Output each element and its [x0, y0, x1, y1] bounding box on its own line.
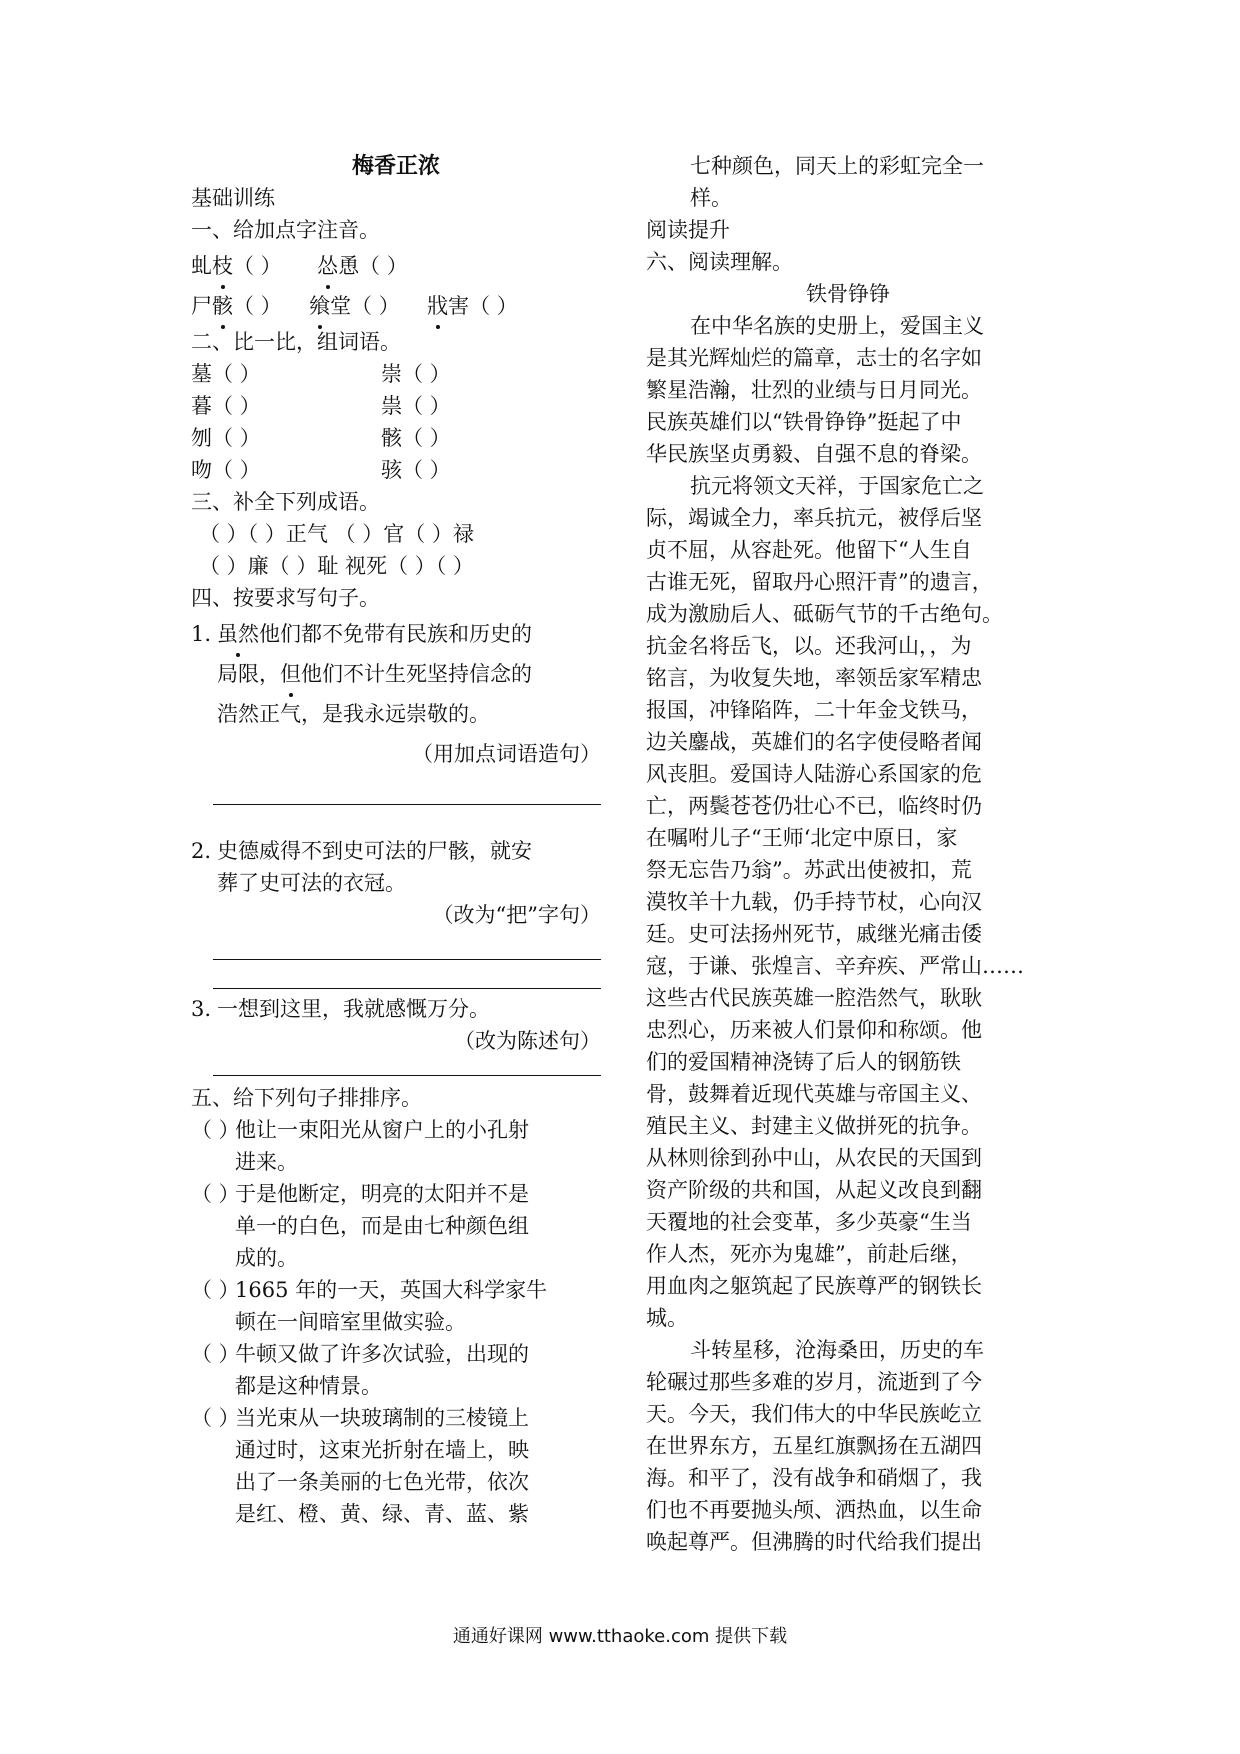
article-line: 骨，鼓舞着近现代英雄与帝国主义、 — [646, 1082, 982, 1106]
q5-item: （ ） 当光束从一块玻璃制的三棱镜上 通过时，这束光折射在墙上，映 出了一条美丽的七色光带，依次 是红、橙、黄、绿、青、蓝、紫 — [191, 1406, 529, 1526]
article-line: 海。和平了，没有战争和硝烟了，我 — [646, 1466, 982, 1490]
section-reading-heading: 阅读提升 — [646, 218, 730, 242]
q4-item-3: 3. 一想到这里，我就感慨万分。 （改为陈述句） — [191, 993, 601, 1057]
article-title: 铁骨铮铮 — [806, 282, 890, 306]
q4-item-2: 2. 史德威得不到史可法的尸骸，就安 葬了史可法的衣冠。 （改为“把”字句） — [191, 835, 601, 931]
article-line: 铭言，为收复失地，率领岳家军精忠 — [646, 666, 982, 690]
article-line: 成为激励后人、砥砺气节的千古绝句。 — [646, 602, 1003, 626]
q1-word-2: 怂恿（ ） — [317, 254, 408, 278]
article-line: 用血肉之躯筑起了民族尊严的钢铁长 — [646, 1274, 982, 1298]
q2-cell: 刎（ ） — [191, 426, 261, 450]
q1-row-2 — [191, 286, 601, 326]
q4-item-3-number: 3. — [191, 997, 212, 1021]
page-title: 梅香正浓 — [351, 153, 440, 179]
q3-heading: 三、补全下列成语。 — [191, 490, 380, 514]
q3-row-2: （ ）廉（ ）耻 视死（ ）（ ） — [199, 554, 474, 578]
article-line: 华民族坚贞勇毅、自强不息的脊梁。 — [646, 442, 982, 466]
q2-cell: 崇（ ） — [381, 362, 451, 386]
q2-cell: 墓（ ） — [191, 362, 261, 386]
q5-item: （ ） 1665 年的一天，英国大科学家牛 顿在一间暗室里做实验。 — [191, 1278, 548, 1334]
article-line: 在嘱咐儿子“王师‘北定中原日，家 — [646, 826, 958, 850]
article-line: 们也不再要抛头颅、洒热血，以生命 — [646, 1498, 982, 1522]
article-line: 唤起尊严。但沸腾的时代给我们提出 — [646, 1530, 982, 1554]
article-line: 天覆地的社会变革，多少英豪“生当 — [646, 1210, 972, 1234]
q3-row-1: （ ）（ ）正气 （ ）官（ ）禄 — [199, 522, 474, 546]
article-line: 城。 — [646, 1306, 688, 1330]
article-line: 这些古代民族英雄一腔浩然气，耿耿 — [646, 986, 982, 1010]
article-line: 斗转星移，沧海桑田，历史的车 — [690, 1338, 984, 1362]
q4-item-1-hint: （用加点词语造句） — [412, 742, 601, 766]
article-line: 古谁无死，留取丹心照汗青”的遗言， — [646, 570, 993, 594]
q5-continued-line: 样。 — [690, 186, 732, 210]
article-line: 天。今天，我们伟大的中华民族屹立 — [646, 1402, 982, 1426]
left-column — [191, 150, 601, 1530]
q4-item-3-hint: （改为陈述句） — [454, 1029, 601, 1053]
right-column — [646, 150, 1050, 1558]
article-line: 风丧胆。爱国诗人陆游心系国家的危 — [646, 762, 982, 786]
q4-item-1-number: 1. — [191, 622, 212, 646]
q1-row-1 — [191, 246, 601, 286]
article-line: 抗金名将岳飞，以。还我河山，，为 — [646, 634, 972, 658]
article-line: 殖民主义、封建主义做拼死的抗争。 — [646, 1114, 982, 1138]
article-line: 亡，两鬓苍苍仍壮心不已，临终时仍 — [646, 794, 982, 818]
q1-heading: 一、给加点字注音。 — [191, 218, 380, 242]
q2-cell: 暮（ ） — [191, 394, 261, 418]
article-line: 忠烈心，历来被人们景仰和称颂。他 — [646, 1018, 982, 1042]
q5-continued-line: 七种颜色，同天上的彩虹完全一 — [690, 154, 984, 178]
q4-item-2-hint: （改为“把”字句） — [432, 903, 601, 927]
article-line: 边关鏖战，英雄们的名字使侵略者闻 — [646, 730, 982, 754]
article-line: 在世界东方，五星红旗飘扬在五湖四 — [646, 1434, 982, 1458]
q5-item: （ ） 于是他断定，明亮的太阳并不是 单一的白色，而是由七种颜色组 成的。 — [191, 1182, 529, 1270]
article-line: 在中华名族的史册上，爱国主义 — [690, 314, 984, 338]
article-line: 报国，冲锋陷阵，二十年金戈铁马， — [646, 698, 982, 722]
article-line: 从林则徐到孙中山，从农民的天国到 — [646, 1146, 982, 1170]
article-line: 作人杰，死亦为鬼雄”，前赴后继， — [646, 1242, 972, 1266]
q2-heading: 二、比一比，组词语。 — [191, 330, 401, 354]
article-line: 们的爱国精神浇铸了后人的钢筋铁 — [646, 1050, 961, 1074]
section-basic-heading: 基础训练 — [191, 186, 275, 210]
article-line: 资产阶级的共和国，从起义改良到翻 — [646, 1178, 982, 1202]
footer-download-note: 通通好课网 www.tthaoke.com 提供下载 — [452, 1626, 788, 1647]
q4-item-1: 1. 虽然他们都不免带有民族和历史的 局限，但他们不计生死坚持信念的 浩然正气，是我永远崇敬的。 （用加点词语造句） — [191, 614, 601, 774]
q5-heading: 五、给下列句子排排序。 — [191, 1086, 422, 1110]
article-line: 是其光辉灿烂的篇章，志士的名字如 — [646, 346, 982, 370]
q4-heading: 四、按要求写句子。 — [191, 586, 380, 610]
q1-word-4: 飨堂（ ） — [309, 294, 400, 318]
q1-word-5: 戕害（ ） — [427, 294, 518, 318]
q2-grid — [191, 358, 601, 486]
article-line: 际，竭诚全力，率兵抗元，被俘后坚 — [646, 506, 982, 530]
q5-item: （ ） 牛顿又做了许多次试验，出现的 都是这种情景。 — [191, 1342, 529, 1398]
article-line: 寇，于谦、张煌言、辛弃疾、严常山…… — [646, 954, 1024, 978]
q5-item: （ ） 他让一束阳光从窗户上的小孔射 进来。 — [191, 1118, 529, 1174]
article-line: 祭无忘告乃翁”。苏武出使被扣，荒 — [646, 858, 972, 882]
article-line: 廷。史可法扬州死节，戚继光痛击倭 — [646, 922, 982, 946]
q2-cell: 骸（ ） — [381, 426, 451, 450]
article-line: 贞不屈，从容赴死。他留下“人生自 — [646, 538, 972, 562]
article-line: 繁星浩瀚，壮烈的业绩与日月同光。 — [646, 378, 982, 402]
article-body — [646, 310, 1050, 1558]
q1-word-1: 虬枝（ ） — [191, 254, 282, 278]
article-line: 漠牧羊十九载，仍手持节杖，心向汉 — [646, 890, 982, 914]
q1-word-3: 尸骸（ ） — [191, 294, 282, 318]
q2-cell: 吻（ ） — [191, 458, 261, 482]
q2-cell: 祟（ ） — [381, 394, 451, 418]
q2-cell: 骇（ ） — [381, 458, 451, 482]
article-line: 抗元将领文天祥，于国家危亡之 — [690, 474, 984, 498]
q4-item-2-number: 2. — [191, 839, 212, 863]
article-line: 民族英雄们以“铁骨铮铮”挺起了中 — [646, 410, 962, 434]
q6-heading: 六、阅读理解。 — [646, 250, 793, 274]
article-line: 轮碾过那些多难的岁月，流逝到了今 — [646, 1370, 982, 1394]
